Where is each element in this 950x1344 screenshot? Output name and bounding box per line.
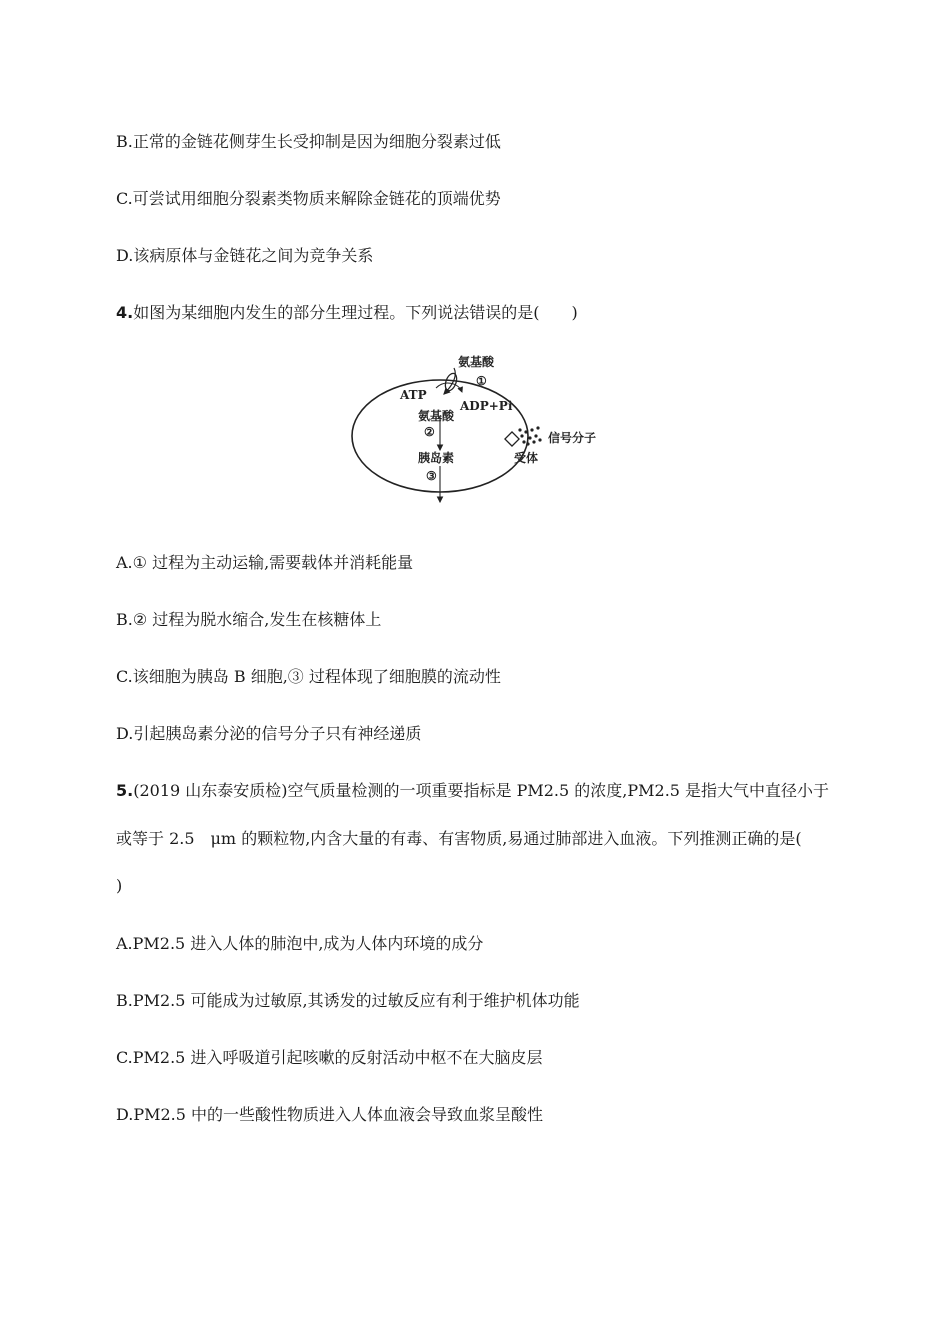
q3-option-b: B.正常的金链花侧芽生长受抑制是因为细胞分裂素过低 [116, 132, 501, 151]
q4-option-b: B.② 过程为脱水缩合,发生在核糖体上 [116, 610, 382, 629]
q4-stem-line [116, 303, 850, 323]
fig-receptor: 受体 [514, 451, 539, 465]
q4-option-d: D.引起胰岛素分泌的信号分子只有神经递质 [116, 724, 422, 743]
fig-circle-2: ② [424, 425, 435, 439]
q3-option-d: D.该病原体与金链花之间为竞争关系 [116, 246, 374, 265]
q5-stem-1: (2019 山东泰安质检)空气质量检测的一项重要指标是 PM2.5 的浓度,PM2.5 是指大气中直径小于 [133, 781, 830, 800]
carrier-protein [443, 372, 459, 392]
fig-adp-pi: ADP+Pi [460, 399, 513, 413]
fig-atp: ATP [400, 388, 427, 402]
q5-stem-line-2: 或等于 2.5 μm 的颗粒物,内含大量的有毒、有害物质,易通过肺部进入血液。下列推测正确的是( [116, 829, 802, 848]
q5-number: 5. [116, 781, 134, 800]
q5-option-c: C.PM2.5 进入呼吸道引起咳嗽的反射活动中枢不在大脑皮层 [116, 1048, 543, 1067]
q5-option-b: B.PM2.5 可能成为过敏原,其诱发的过敏反应有利于维护机体功能 [116, 991, 580, 1010]
q5-stem-line-1 [116, 781, 850, 801]
q5-stem-line-3: ) [116, 876, 123, 895]
q4-stem: 如图为某细胞内发生的部分生理过程。下列说法错误的是( ) [133, 303, 578, 322]
fig-amino-acid-top: 氨基酸 [458, 355, 495, 369]
signal-dots [518, 426, 541, 445]
q4-option-a: A.① 过程为主动运输,需要载体并消耗能量 [116, 553, 414, 572]
cell-diagram [340, 350, 610, 515]
fig-circle-3: ③ [426, 469, 437, 483]
fig-circle-1: ① [476, 374, 487, 388]
fig-amino-acid-inner: 氨基酸 [418, 409, 455, 423]
q3-option-c: C.可尝试用细胞分裂素类物质来解除金链花的顶端优势 [116, 189, 501, 208]
q5-option-d: D.PM2.5 中的一些酸性物质进入人体血液会导致血浆呈酸性 [116, 1105, 544, 1124]
fig-insulin: 胰岛素 [418, 451, 455, 465]
fig-signal-molecule: 信号分子 [548, 431, 597, 445]
q4-number: 4. [116, 303, 134, 322]
q4-option-c: C.该细胞为胰岛 B 细胞,③ 过程体现了细胞膜的流动性 [116, 667, 501, 686]
receptor-shape [505, 432, 519, 446]
q5-option-a: A.PM2.5 进入人体的肺泡中,成为人体内环境的成分 [116, 934, 484, 953]
